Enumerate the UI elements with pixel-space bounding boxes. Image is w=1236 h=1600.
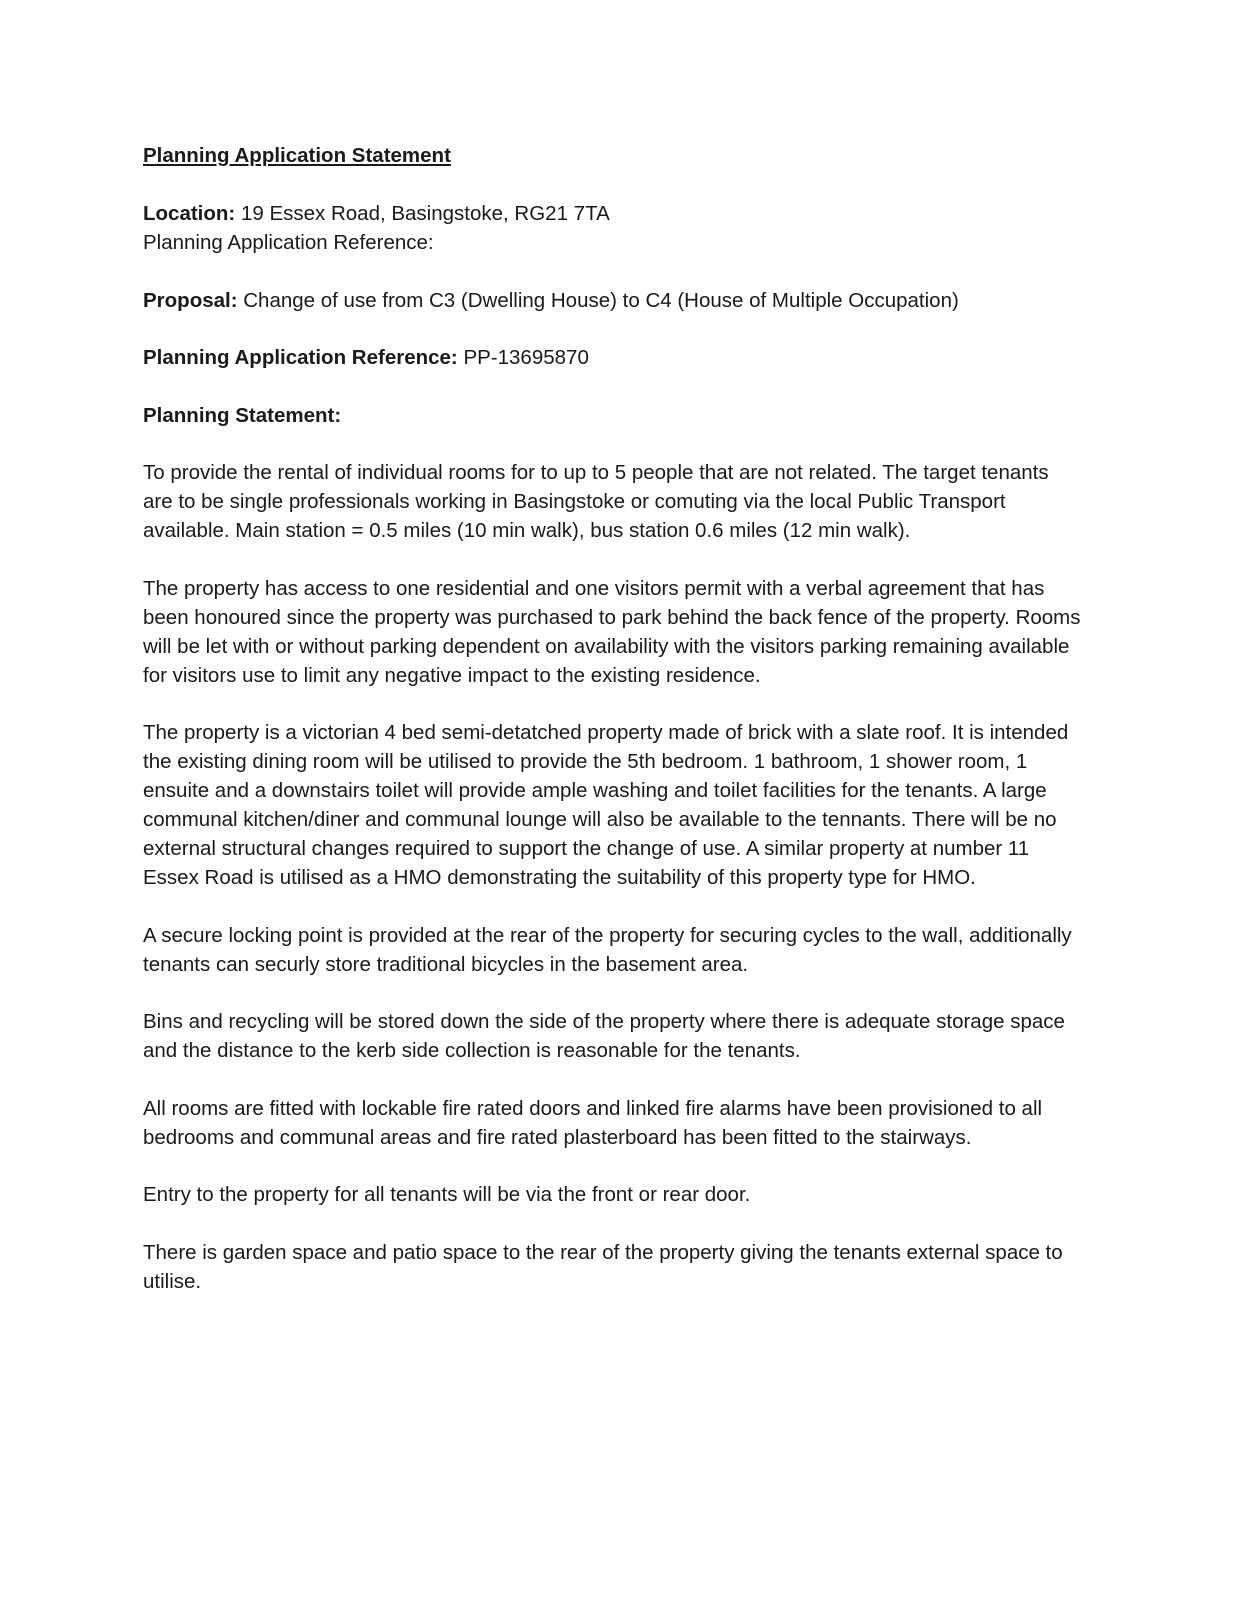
proposal-value: Change of use from C3 (Dwelling House) to C4 (House of Multiple Occupation) xyxy=(237,288,959,312)
document-body xyxy=(143,141,1083,1296)
reference-label: Planning Application Reference: xyxy=(143,346,458,369)
location-value: 19 Essex Road, Basingstoke, RG21 7TA xyxy=(235,202,610,225)
proposal-label: Proposal: xyxy=(143,288,238,312)
paragraph-bins: Bins and recycling will be stored down the side of the property where there is adequate storage space and the distance to the kerb side collection is reasonable for the tenants. xyxy=(143,1010,1065,1062)
paragraph-fire-safety: All rooms are fitted with lockable fire rated doors and linked fire alarms have been provisioned to all bedrooms and communal areas and fire rated plasterboard has been fitted to the stairways. xyxy=(143,1096,1043,1149)
paragraph-cycles: A secure locking point is provided at the rear of the property for securing cycles to the wall, additionally tenants can securly store traditional bicycles in the basement area. xyxy=(143,923,1072,976)
paragraph-parking: The property has access to one residential and one visitors permit with a verbal agreement that has been honoured since the property was purchased to park behind the back fence of the property. Rooms will be let with or without parking dependent on availability with the visitors parking remaining available for visitors use to limit any negative impact to the existing residence. xyxy=(143,576,1081,687)
paragraph-property: The property is a victorian 4 bed semi-detatched property made of brick with a slate roof. It is intended the existing dining room will be utilised to provide the 5th bedroom. 1 bathroom, 1 shower room, 1 ensuite and a downstairs toilet will provide ample washing and toilet facilities for the tenants. A large communal kitchen/diner and communal lounge will also be available to the tennants. There will be no external structural changes required to support the change of use. A similar property at number 11 Essex Road is utilised as a HMO demonstrating the suitability of this property type for HMO. xyxy=(143,721,1069,889)
paragraph-rental: To provide the rental of individual rooms for to up to 5 people that are not related. The target tenants are to be single professionals working in Basingstoke or comuting via the local Public Transport available. Main station = 0.5 miles (10 min walk), bus station 0.6 miles (12 min walk). xyxy=(143,461,1049,542)
location-line xyxy=(143,199,1083,228)
paragraph-garden: There is garden space and patio space to the rear of the property giving the tenants external space to utilise. xyxy=(143,1240,1063,1293)
location-block xyxy=(143,199,1083,257)
reference-line xyxy=(143,343,1083,372)
statement-heading: Planning Statement: xyxy=(143,403,342,427)
paragraph-entry: Entry to the property for all tenants will be via the front or rear door. xyxy=(143,1183,751,1206)
document-title: Planning Application Statement xyxy=(143,144,451,167)
reference-line-empty: Planning Application Reference: xyxy=(143,231,434,254)
reference-value: PP-13695870 xyxy=(457,346,589,369)
location-label: Location: xyxy=(143,202,236,225)
proposal-line xyxy=(143,286,1083,315)
